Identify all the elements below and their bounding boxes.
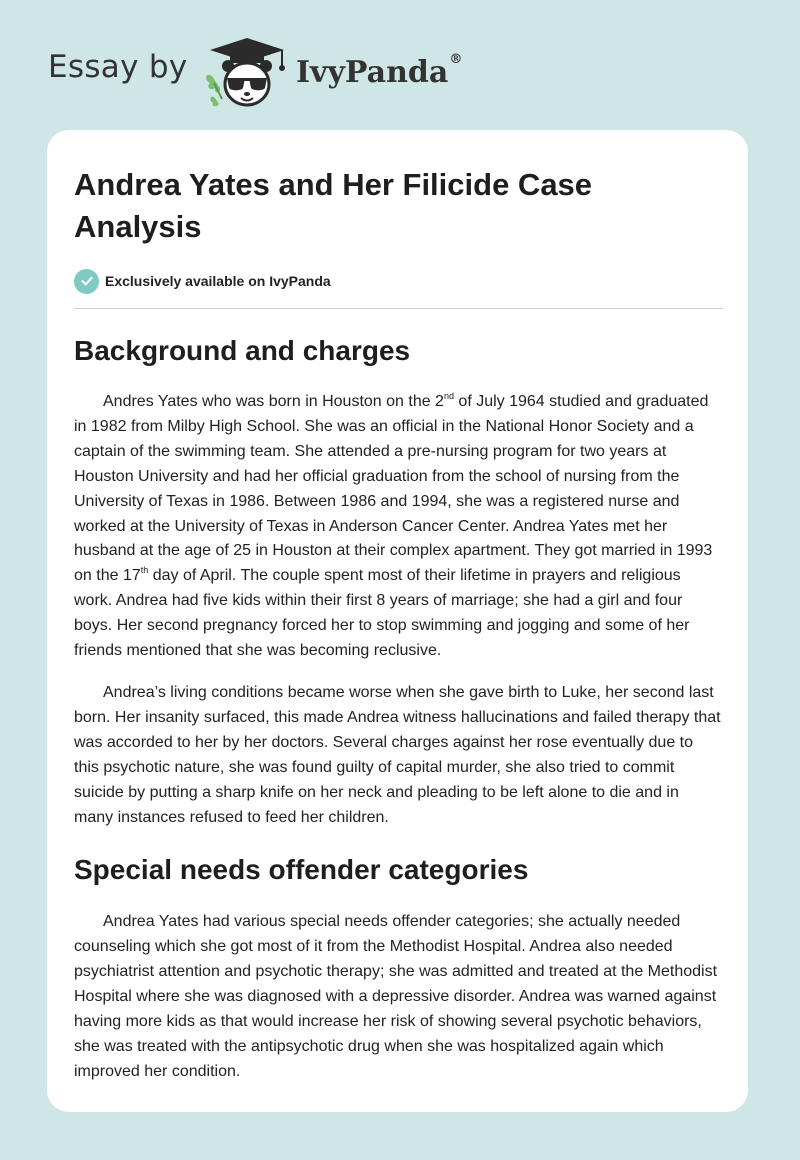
- section-heading-background: Background and charges: [74, 335, 411, 366]
- check-icon: [74, 269, 99, 294]
- ordinal-suffix: nd: [443, 390, 454, 401]
- paragraph: Andrea’s living conditions became worse when she gave birth to Luke, her second last born. Her insanity surfaced, this made Andrea witness hallucinations and failed therapy that was accorded to her by her doctors. Several charges against her rose eventually due to this psychotic nature, she was found guilty of capital murder, she also tried to commit suicide by putting a sharp knife on her neck and pleading to be left alone to die and in many instances refused to feed her children.: [74, 683, 721, 826]
- section-heading-special-needs: Special needs offender categories: [74, 854, 529, 886]
- paragraph: [74, 390, 722, 664]
- exclusive-badge: [74, 266, 722, 296]
- page-title: Andrea Yates and Her Filicide Case Analysis: [74, 167, 593, 244]
- site-header: [0, 0, 800, 130]
- panda-graduation-cap-icon[interactable]: [200, 36, 292, 110]
- exclusive-badge-text: Exclusively available on IvyPanda: [105, 273, 331, 289]
- registered-mark: ®: [449, 52, 463, 67]
- essay-by-label: Essay by: [48, 49, 188, 85]
- paragraph-text: day of April. The couple spent most of their lifetime in prayers and religious work. Andrea had five kids within their first 8 years of marriage; she had a girl and four boys. Her second pregnancy forced her to stop swimming and jogging and some of her friends mentioned that she was becoming reclusive.: [74, 567, 690, 660]
- paragraph: Andrea Yates had various special needs offender categories; she actually needed counseling which she got most of it from the Methodist Hospital. Andrea also needed psychiatrist attention and psychotic therapy; she was admitted and treated at the Methodist Hospital where she was diagnosed with a depressive disorder. Andrea was warned against having more kids as that would increase her risk of showing several psychotic behaviors, she was treated with the antipsychotic drug when she was hospitalized again which improved her condition.: [74, 913, 718, 1080]
- paragraph-text: Andres Yates who was born in Houston on the 2: [103, 393, 444, 410]
- divider: [74, 308, 723, 309]
- paragraph-text: of July 1964 studied and graduated in 1982 from Milby High School. She was an official in the National Honor Society and a captain of the swimming team. She attended a pre-nursing program for two years at Houston University and had her official graduation from the school of nursing from the University of Texas in 1986. Between 1986 and 1994, she was a registered nurse and worked at the University of Texas in Anderson Cancer Center. Andrea Yates met her husband at the age of 25 in Houston at their complex apartment. They got married in 1993 on the 17: [74, 393, 713, 585]
- ivypanda-logo-text[interactable]: [296, 52, 463, 90]
- brand-name: IvyPanda: [296, 55, 449, 90]
- essay-card: [47, 130, 748, 1112]
- ordinal-suffix: th: [140, 565, 149, 576]
